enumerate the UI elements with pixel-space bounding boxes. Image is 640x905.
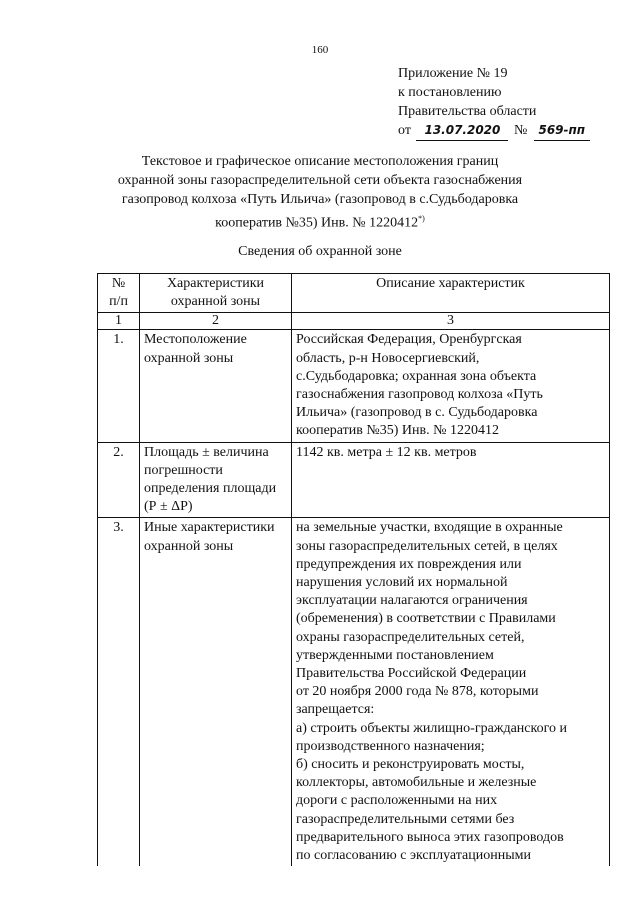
handwritten-number: 569-пп [534, 121, 590, 141]
column-number-row [98, 313, 610, 330]
row-number: 2. [98, 442, 140, 518]
section-subtitle: Сведения об охранной зоне [238, 244, 402, 259]
column-number: 2 [140, 313, 292, 330]
title-line-2: охранной зоны газораспределительной сети объекта газоснабжения [117, 173, 523, 188]
table-row [98, 518, 610, 866]
row-characteristic: Площадь ± величина погрешности определения площади (Р ± ΔР) [140, 442, 292, 518]
title-line-4: кооператив №35) Инв. № 1220412*) [215, 214, 425, 231]
row-description: 1142 кв. метра ± 12 кв. метров [292, 442, 610, 518]
row-characteristic: Местоположение охранной зоны [140, 330, 292, 442]
title-line-1: Текстовое и графическое описание местоположения границ [141, 154, 499, 169]
table-row [98, 442, 610, 518]
appendix-line-3: Правительства области [398, 104, 537, 119]
page-number: 160 [311, 44, 329, 56]
row-description: на земельные участки, входящие в охранные зоны газораспределительных сетей, в целях предупреждения их повреждения или нарушения условий их нормальной эксплуатации налагаются ограничения (обременения) в соответствии с Правилами охраны газораспределительных сетей, утвержденными постановлением Правительства Российской Федерации от 20 ноября 2000 года № 878, которыми запрещается: а) строить объекты жилищно-гражданского и производственного назначения; б) сносить и реконструировать мосты, коллекторы, автомобильные и железные дороги с расположенными на них газораспределительными сетями без предварительного выноса этих газопроводов по согласованию с эксплуатационными [292, 518, 610, 866]
handwritten-date: 13.07.2020 [416, 121, 508, 141]
header-description: Описание характеристик [292, 274, 610, 313]
from-prefix: от [398, 123, 411, 138]
appendix-title: Приложение № 19 [398, 66, 508, 81]
title-line-3: газопровод колхоза «Путь Ильича» (газопровод в с.Судьбодаровка [121, 192, 519, 207]
zone-info-table [97, 273, 610, 866]
number-prefix: № [513, 123, 528, 138]
table-row [98, 330, 610, 442]
row-characteristic: Иные характеристики охранной зоны [140, 518, 292, 866]
header-characteristics: Характеристики охранной зоны [140, 274, 292, 313]
appendix-block [398, 64, 590, 141]
table-header-row [98, 274, 610, 313]
appendix-line-2: к постановлению [398, 85, 502, 100]
document-title [100, 152, 540, 233]
column-number: 3 [292, 313, 610, 330]
appendix-date-line [398, 121, 590, 141]
row-number: 1. [98, 330, 140, 442]
header-number: № п/п [98, 274, 140, 313]
column-number: 1 [98, 313, 140, 330]
footnote-mark: *) [418, 214, 425, 223]
row-number: 3. [98, 518, 140, 866]
row-description: Российская Федерация, Оренбургская область, р-н Новосергиевский, с.Судьбодаровка; охранная зона объекта газоснабжения газопровод колхоза «Путь Ильича» (газопровод в с. Судьбодаровка кооператив №35) Инв. № 1220412 [292, 330, 610, 442]
